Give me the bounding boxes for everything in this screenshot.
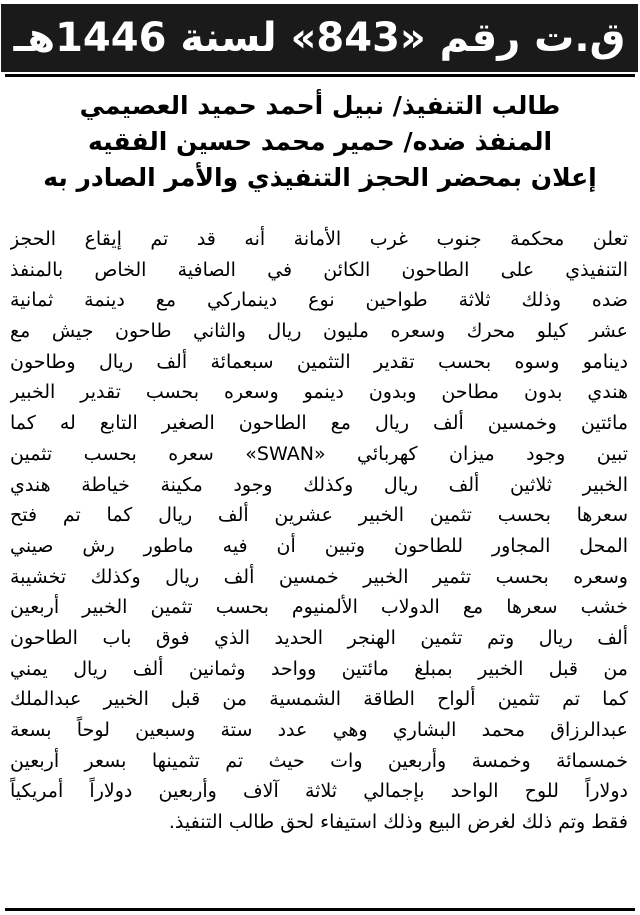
body-line: عبدالرزاق محمد البشاري وهي عدد ستة وسبعين لوحاً بسعة bbox=[10, 719, 628, 741]
body-line: خمسمائة وخمسة وأربعين وات حيث تم تثمينها بسعر أربعين bbox=[10, 749, 628, 772]
body-line: دولاراً للوح الواحد بإجمالي ثلاثة آلاف وأربعين دولاراً أمريكياً bbox=[10, 780, 628, 803]
case-number-title: ق.ت رقم «843» لسنة 1446هـ bbox=[13, 15, 626, 61]
parties-block bbox=[20, 88, 620, 196]
body-line: خشب سعرها مع الدولاب الألمنيوم بحسب تثمين الخبير أربعين bbox=[10, 596, 628, 619]
body-line: ألف ريال وتم تثمين الهنجر الحديد الذي فوق باب الطاحون bbox=[10, 626, 628, 649]
defendant-line: المنفذ ضده/ حمير محمد حسين الفقيه bbox=[87, 127, 553, 156]
notice-body bbox=[10, 224, 628, 838]
body-line: مائتين وخمسين ألف ريال مع الطاحون الصغير التابع له كما bbox=[10, 412, 628, 435]
body-line: هندي بدون مطاحن وبدون دينمو وسعره بحسب تقدير الخبير bbox=[10, 381, 628, 404]
subject-line: إعلان بمحضر الحجز التنفيذي والأمر الصادر به bbox=[43, 163, 597, 192]
applicant-line: طالب التنفيذ/ نبيل أحمد حميد العصيمي bbox=[79, 91, 561, 120]
body-line: عشر كيلو محرك وسعره مليون ريال والثاني طاحون جيش مع bbox=[10, 320, 628, 343]
body-line: الخبير ثلاثين ألف ريال وكذلك وجود مكينة خياطة هندي bbox=[10, 473, 628, 496]
body-line: وسعره بحسب تثمير الخبير خمسين ألف ريال وكذلك تخشيبة bbox=[10, 565, 628, 588]
body-line: تبين وجود ميزان كهربائي «SWAN» سعره بحسب تثمين bbox=[10, 442, 628, 465]
footer-divider bbox=[5, 908, 635, 911]
body-line: تعلن محكمة جنوب غرب الأمانة أنه قد تم إيقاع الحجز bbox=[10, 228, 628, 250]
body-line: دينامو وسوه بحسب تقدير التثمين سبعمائة ألف ريال وطاحون bbox=[10, 350, 628, 373]
body-line: كما تم تثمين ألواح الطاقة الشمسية من قبل الخبير عبدالملك bbox=[10, 688, 628, 711]
body-line: فقط وتم ذلك لغرض البيع وذلك استيفاء لحق طالب التنفيذ. bbox=[168, 811, 628, 834]
case-number-header bbox=[1, 4, 638, 72]
body-line: المحل المجاور للطاحون وتبين أن فيه ماطور رش صيني bbox=[10, 534, 628, 557]
body-line: سعرها بحسب تثمين الخبير عشرين ألف ريال كما تم فتح bbox=[10, 504, 628, 527]
header-divider bbox=[5, 74, 635, 77]
body-line: من قبل الخبير بمبلغ مائتين وواحد وثمانين ألف ريال يمني bbox=[10, 657, 628, 680]
body-line: التنفيذي على الطاحون الكائن في الصافية الخاص بالمنفذ bbox=[10, 258, 628, 281]
body-line: ضده وذلك ثلاثة طواحين نوع دينماركي مع دينمة ثمانية bbox=[10, 289, 628, 312]
